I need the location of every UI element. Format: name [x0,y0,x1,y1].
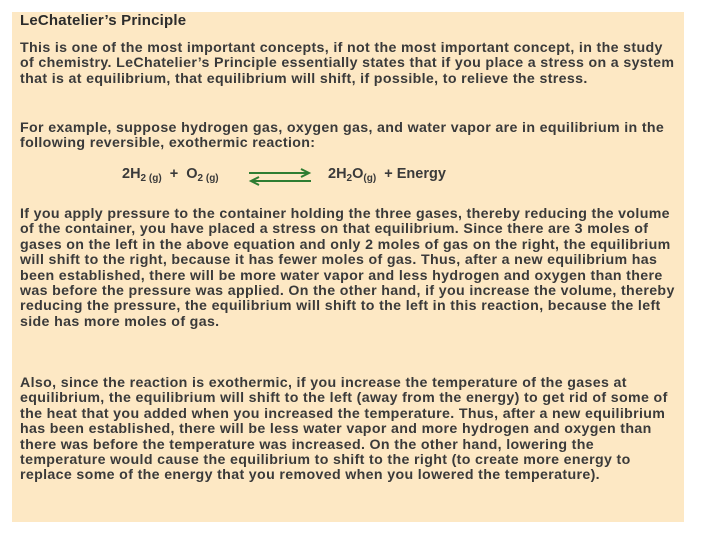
o2-formula: O [186,166,198,182]
equilibrium-arrows-icon [247,168,313,186]
reaction-equation [12,166,684,194]
plus-sign: + [161,166,187,182]
h2-formula: 2H [122,166,141,182]
h2-state: (g) [146,173,162,184]
water-formula: 2H [328,166,347,182]
slide [12,12,684,522]
paragraph-example: For example, suppose hydrogen gas, oxygen gas, and water vapor are in equilibrium in the following reversible, exothermic reaction: [20,120,665,152]
paragraph-intro: This is one of the most important concepts, if not the most important concept, in the study of chemistry. LeChatelier’s Principle essentially states that if you place a stress on a system that is at equilibrium, that equilibrium will shift, if possible, to relieve the stress. [20,40,675,87]
page-title: LeChatelier’s Principle [20,12,187,29]
o2-subscript: 2 [197,173,204,184]
water-oxygen: O [352,166,364,182]
paragraph-pressure: If you apply pressure to the container holding the three gases, thereby reducing the volume of the container, you have placed a stress on that equilibrium. Since there are 3 moles of gases on the left in the above equation and only 2 moles of gas on the right, the equilibrium will shift to the right, because it has fewer moles of gas. Thus, after a new equilibrium has been established, there will be more water vapor and less hydrogen and oxygen than there was before the pressure was applied. On the other hand, if you increase the volume, thereby reducing the pressure, the equilibrium will shift to the left in this reaction, because the left side has more moles of gas. [20,206,675,330]
water-subscript: 2 [346,173,353,184]
reaction-products [328,166,446,184]
water-state: (g) [363,173,377,184]
reaction-reactants [122,166,219,184]
paragraph-temperature: Also, since the reaction is exothermic, if you increase the temperature of the gases at equilibrium, the equilibrium will shift to the left (away from the energy) to get rid of some of the heat that you added when you increased the temperature. Thus, after a new equilibrium has been established, there will be less water vapor and more hydrogen and oxygen than there was before the temperature was increased. On the other hand, lowering the temperature would cause the equilibrium to shift to the right (to create more energy to replace some of the energy that you removed when you lowered the temperature). [20,375,668,484]
h2-subscript: 2 [140,173,147,184]
energy-term: + Energy [376,166,446,182]
o2-state: (g) [203,173,219,184]
